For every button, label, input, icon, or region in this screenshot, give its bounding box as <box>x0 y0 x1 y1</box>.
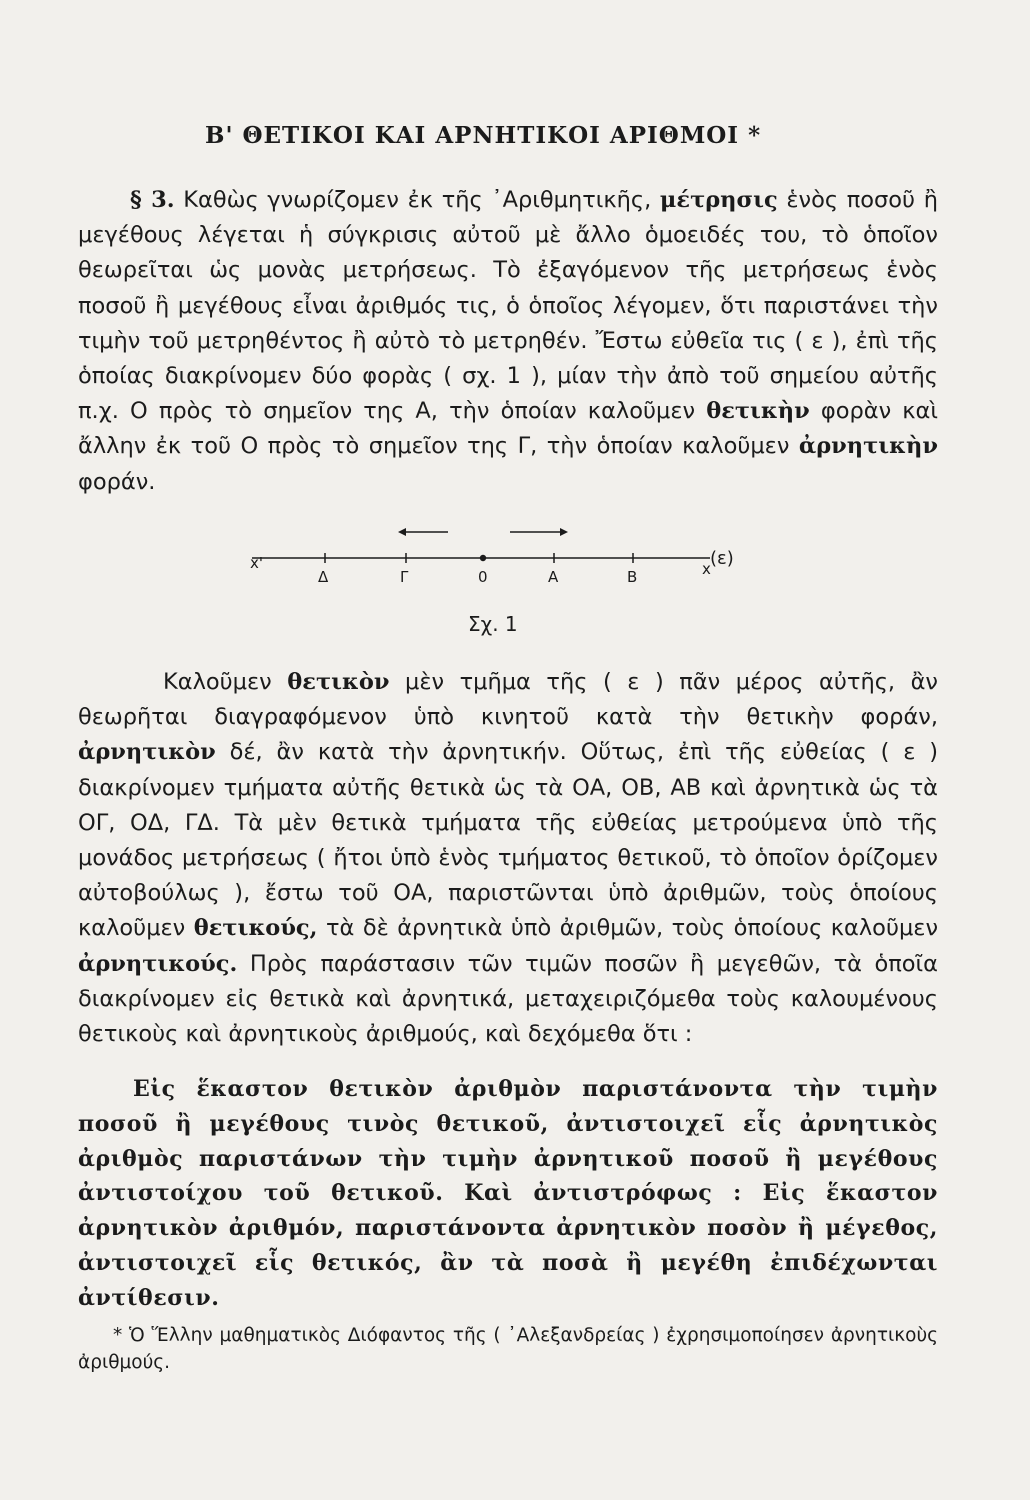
section-heading: Β' ΘΕΤΙΚΟΙ ΚΑΙ ΑΡΝΗΤΙΚΟΙ ΑΡΙΘΜΟΙ * <box>205 122 762 149</box>
label-x-prime: x' <box>250 554 264 572</box>
label-gamma: Γ <box>400 568 409 586</box>
label-b: B <box>627 568 638 586</box>
term-negative-segment: ἀρνητικὸν <box>78 739 216 766</box>
paragraph-text: φορὰν καὶ ἄλλην ἐκ τοῦ Ο πρὸς τὸ σημεῖον της Γ, τὴν ὁποίαν καλοῦμεν <box>78 398 938 460</box>
label-line-name: (ε) <box>710 548 734 569</box>
term-negative-numbers: ἀρνητικούς. <box>78 950 238 977</box>
term-positive-direction: θετικὴν <box>706 398 810 425</box>
right-arrow-icon <box>560 528 568 536</box>
paragraph-text: Καλοῦμεν <box>163 669 288 695</box>
paragraph-text: φοράν. <box>78 468 156 495</box>
term-positive-numbers: θετικούς, <box>193 915 318 942</box>
paragraph-measurement <box>78 183 938 500</box>
paragraph-text: μὲν τμῆμα τῆς ( ε ) πᾶν μέρος αὐτῆς, ἂν θεωρῆται διαγραφόμενον ὑπὸ κινητοῦ κατὰ τὴν θετικὴν φοράν, <box>78 669 939 731</box>
figure-caption: Σχ. 1 <box>468 612 518 636</box>
paragraph-text: Πρὸς παράστασιν τῶν τιμῶν ποσῶν ἢ μεγεθῶν, τὰ ὁποῖα διακρίνομεν εἰς θετικὰ καὶ ἀρνητικά, μεταχειριζόμεθα τοὺς καλουμένους θετικοὺς καὶ ἀρνητικοὺς ἀριθμούς, καὶ δεχόμεθα ὅτι : <box>78 950 938 1048</box>
label-origin: 0 <box>478 568 488 586</box>
term-negative-direction: ἀρνητικὴν <box>798 433 938 460</box>
section-number: § 3. <box>130 187 175 213</box>
footnote: * Ὁ Ἕλλην μαθηματικὸς Διόφαντος τῆς ( ᾿Αλεξανδρείας ) ἐχρησιμοποίησεν ἀρνητικοὺς ἀριθμούς. <box>78 1325 938 1373</box>
label-delta: Δ <box>318 568 329 586</box>
paragraph-text: τὰ δὲ ἀρνητικὰ ὑπὸ ἀριθμῶν, τοὺς ὁποίους καλοῦμεν <box>317 915 939 942</box>
left-arrow-icon <box>398 528 406 536</box>
paragraph-text: Καθὼς γνωρίζομεν ἐκ τῆς ᾿Αριθμητικῆς, <box>174 187 660 213</box>
number-line-figure <box>240 518 770 658</box>
label-a: A <box>548 568 559 586</box>
label-x: x <box>702 560 711 578</box>
origin-point <box>480 555 486 561</box>
term-positive-segment: θετικὸν <box>287 669 390 695</box>
paragraph-text: δέ, ἂν κατὰ τὴν ἀρνητικήν. Οὕτως, ἐπὶ τῆς εὐθείας ( ε ) διακρίνομεν τμήματα αὐτῆς θετικὰ ὡς τὰ ΟΑ, ΟΒ, ΑΒ καὶ ἀρνητικὰ ὡς τὰ ΟΓ, ΟΔ, ΓΔ. Τὰ μὲν θετικὰ τμήματα τῆς εὐθείας μετρούμενα ὑπὸ τῆς μονάδος μετρήσεως ( ἤτοι ὑπὸ ἑνὸς τμήματος θετικοῦ, τὸ ὁποῖον ὁρίζομεν αὐτοβούλως ), ἔστω τοῦ ΟΑ, παριστῶνται ὑπὸ ἀριθμῶν, τοὺς ὁποίους καλοῦμεν <box>78 739 938 942</box>
principle-statement: Εἰς ἕκαστον θετικὸν ἀριθμὸν παριστάνοντα τὴν τιμὴν ποσοῦ ἢ μεγέθους τινὸς θετικοῦ, ἀντιστοιχεῖ εἷς ἀρνητικὸς ἀριθμὸς παριστάνων τὴν τιμὴν ἀρνητικοῦ ποσοῦ ἢ μεγέθους ἀντιστοίχου τοῦ θετικοῦ. Καὶ ἀντιστρόφως : Εἰς ἕκαστον ἀρνητικὸν ἀριθμόν, παριστάνοντα ἀρνητικὸν ποσὸν ἢ μέγεθος, ἀντιστοιχεῖ εἷς θετικός, ἂν τὰ ποσὰ ἢ μεγέθη ἐπιδέχωνται ἀντίθεσιν. <box>78 1076 938 1311</box>
paragraph-segments <box>78 665 938 1052</box>
paragraph-text: ἑνὸς ποσοῦ ἢ μεγέθους λέγεται ἡ σύγκρισις αὐτοῦ μὲ ἄλλο ὁμοειδές του, τὸ ὁποῖον θεωρεῖται ὡς μονὰς μετρήσεως. Τὸ ἐξαγόμενον τῆς μετρήσεως ἑνὸς ποσοῦ ἢ μεγέθους εἶναι ἀριθμός τις, ὁ ὁποῖος λέγομεν, ὅτι παριστάνει τὴν τιμὴν τοῦ μετρηθέντος ἢ αὐτὸ τὸ μετρηθέν. Ἔστω εὐθεῖα τις ( ε ), ἐπὶ τῆς ὁποίας διακρίνομεν δύο φορὰς ( σχ. 1 ), μίαν τὴν ἀπὸ τοῦ σημείου αὐτῆς π.χ. Ο πρὸς τὸ σημεῖον της Α, τὴν ὁποίαν καλοῦμεν <box>78 187 938 425</box>
term-measurement: μέτρησις <box>659 187 778 213</box>
